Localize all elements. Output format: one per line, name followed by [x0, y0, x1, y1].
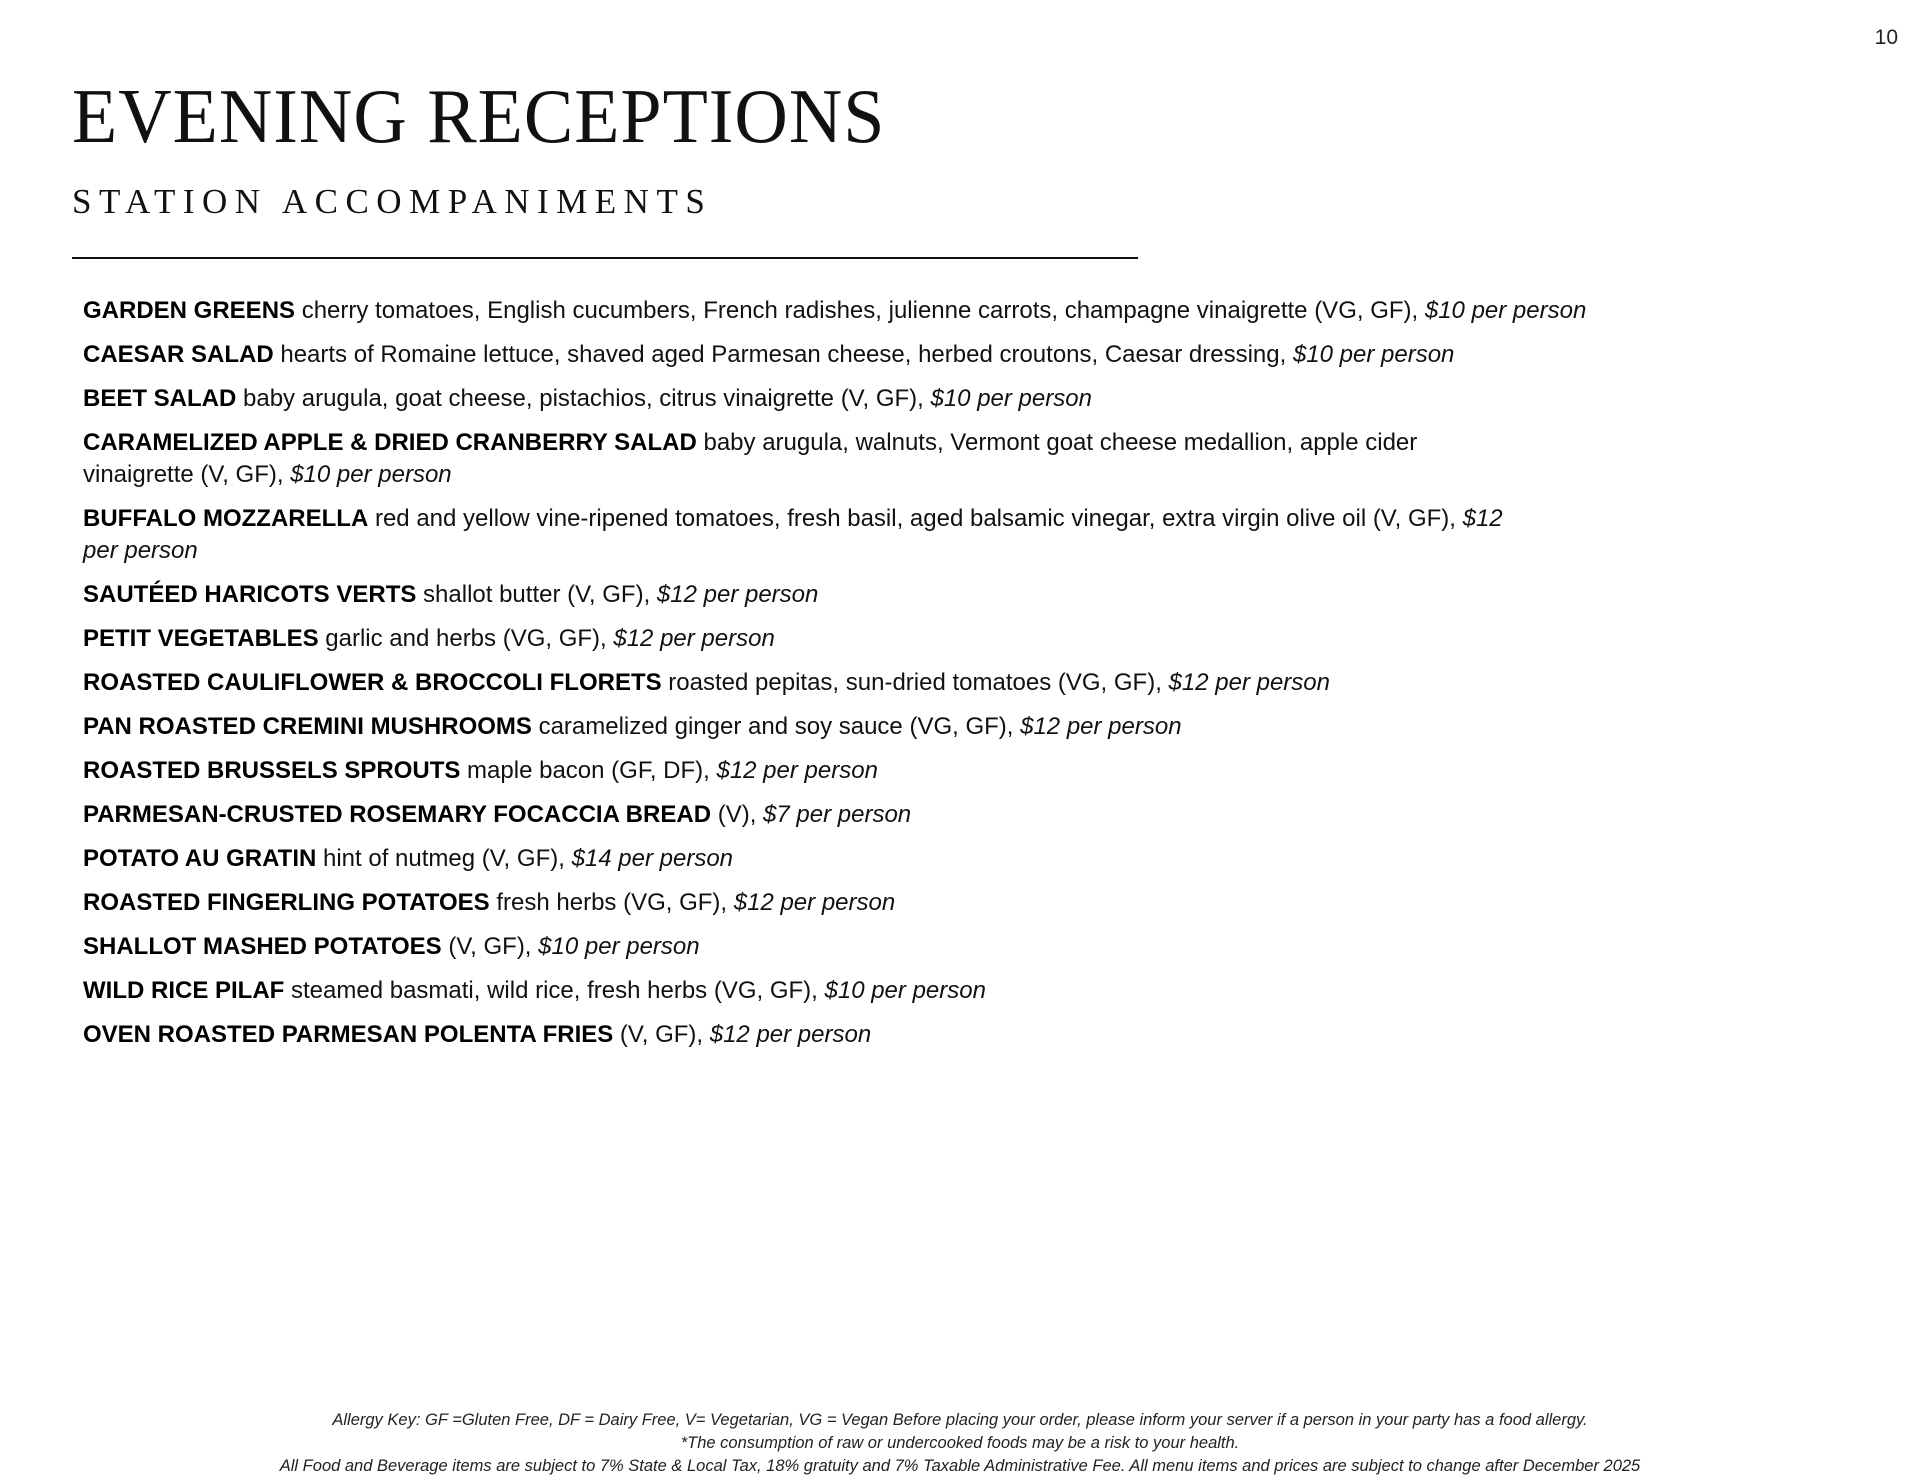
footer-notes	[0, 1409, 1920, 1478]
menu-item-name: PARMESAN-CRUSTED ROSEMARY FOCACCIA BREAD	[83, 801, 712, 828]
menu-item-description: hearts of Romaine lettuce, shaved aged Parmesan cheese, herbed croutons, Caesar dressing,	[273, 341, 1293, 368]
menu-item-price: $10 per person	[1292, 341, 1455, 368]
tax-notice: All Food and Beverage items are subject to 7% State & Local Tax, 18% gratuity and 7% Taxable Administrative Fee. All menu items and prices are subject to change after December 2025	[279, 1457, 1641, 1475]
menu-item-price: $10 per person	[290, 461, 452, 488]
menu-item-description: red and yellow vine-ripened tomatoes, fresh basil, aged balsamic vinegar, extra virgin olive oil (V, GF),	[368, 505, 1463, 532]
menu-item-price: $12 per person	[1020, 713, 1182, 740]
title-divider	[72, 257, 1138, 259]
menu-item	[83, 975, 1803, 1007]
menu-item-description: cherry tomatoes, English cucumbers, French radishes, julienne carrots, champagne vinaigrette (VG, GF),	[295, 297, 1425, 324]
menu-item	[83, 799, 1803, 831]
menu-item-price: $12 per person	[613, 625, 775, 652]
menu-item	[83, 887, 1803, 919]
menu-item	[83, 383, 1803, 415]
menu-item	[83, 295, 1803, 327]
menu-item	[83, 339, 1803, 371]
menu-item-name: CARAMELIZED APPLE & DRIED CRANBERRY SALAD	[83, 429, 697, 456]
menu-item-name: POTATO AU GRATIN	[83, 845, 317, 872]
menu-item	[83, 503, 1513, 567]
menu-item	[83, 667, 1803, 699]
menu-item	[83, 755, 1803, 787]
menu-item-name: CAESAR SALAD	[83, 341, 274, 368]
menu-item-price: $10 per person	[930, 385, 1092, 412]
menu-item-name: SHALLOT MASHED POTATOES	[83, 933, 442, 960]
menu-item-name: OVEN ROASTED PARMESAN POLENTA FRIES	[83, 1021, 614, 1048]
menu-item-price: $10 per person	[1424, 297, 1587, 324]
menu-item-name: ROASTED BRUSSELS SPROUTS	[83, 757, 461, 784]
menu-item-name: PAN ROASTED CREMINI MUSHROOMS	[83, 713, 532, 740]
menu-item	[83, 1019, 1803, 1051]
menu-item-price: $10 per person	[824, 977, 986, 1004]
menu-item-name: BUFFALO MOZZARELLA	[83, 505, 369, 532]
menu-item-description: hint of nutmeg (V, GF),	[316, 845, 572, 872]
menu-item	[83, 427, 1513, 491]
menu-item	[83, 623, 1803, 655]
menu-item-description: roasted pepitas, sun-dried tomatoes (VG, GF),	[661, 669, 1169, 696]
menu-item-description: baby arugula, walnuts, Vermont goat cheese medallion, apple cider vinaigrette (V, GF),	[83, 429, 1418, 488]
menu-item	[83, 843, 1803, 875]
menu-item-description: (V, GF),	[441, 933, 539, 960]
page-title: EVENING RECEPTIONS	[72, 73, 886, 160]
menu-item-price: $12 per person	[1168, 669, 1330, 696]
menu-item-price: $10 per person	[538, 933, 700, 960]
menu-item-description: steamed basmati, wild rice, fresh herbs (VG, GF),	[284, 977, 825, 1004]
menu-item-name: GARDEN GREENS	[83, 297, 296, 324]
menu-item-name: WILD RICE PILAF	[83, 977, 285, 1004]
menu-item-name: ROASTED FINGERLING POTATOES	[83, 889, 490, 916]
menu-item-price: $12 per person	[656, 581, 819, 608]
page-subtitle: STATION ACCOMPANIMENTS	[72, 182, 713, 221]
menu-item	[83, 931, 1803, 963]
page-number: 10	[1874, 26, 1898, 49]
menu-item-price: $12 per person	[733, 889, 896, 916]
menu-item-description: caramelized ginger and soy sauce (VG, GF),	[531, 713, 1021, 740]
menu-item-price: $12 per person	[716, 757, 878, 784]
consumption-warning: *The consumption of raw or undercooked foods may be a risk to your health.	[680, 1434, 1240, 1452]
menu-item-description: baby arugula, goat cheese, pistachios, citrus vinaigrette (V, GF),	[236, 385, 931, 412]
menu-item-name: BEET SALAD	[83, 385, 237, 412]
allergy-key: Allergy Key: GF =Gluten Free, DF = Dairy Free, V= Vegetarian, VG = Vegan Before placing your order, please inform your server if a person in your party has a food allergy.	[332, 1411, 1588, 1429]
menu-item-description: maple bacon (GF, DF),	[460, 757, 717, 784]
menu-item-price: $14 per person	[571, 845, 734, 872]
menu-list	[83, 295, 1803, 1063]
menu-item-name: PETIT VEGETABLES	[83, 625, 319, 652]
menu-item-description: shallot butter (V, GF),	[416, 581, 657, 608]
menu-item-description: garlic and herbs (VG, GF),	[318, 625, 614, 652]
menu-item	[83, 579, 1803, 611]
menu-item-price: $7 per person	[763, 801, 912, 828]
menu-item-description: fresh herbs (VG, GF),	[489, 889, 734, 916]
menu-item-description: (V),	[711, 801, 764, 828]
menu-item-price: $12 per person	[709, 1021, 872, 1048]
menu-item-name: ROASTED CAULIFLOWER & BROCCOLI FLORETS	[83, 669, 662, 696]
menu-item-name: SAUTÉED HARICOTS VERTS	[83, 581, 417, 608]
menu-item-price: $12 per person	[83, 505, 1503, 564]
menu-item-description: (V, GF),	[613, 1021, 710, 1048]
menu-item	[83, 711, 1803, 743]
